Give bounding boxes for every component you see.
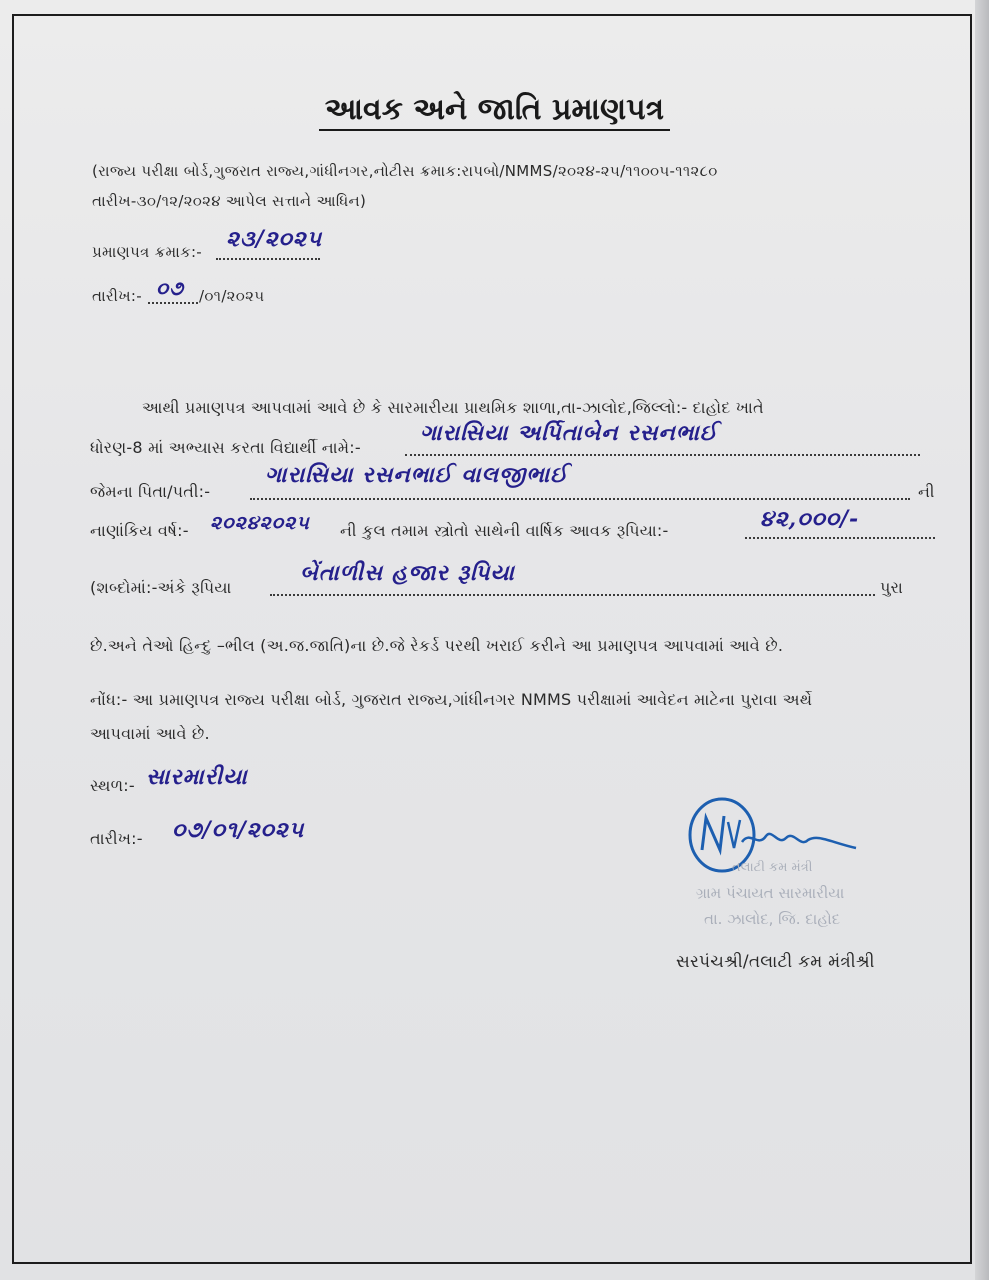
notice-line-2: તારીખ-૩૦/૧૨/૨૦૨૪ આપેલ સત્તાને આધિન) xyxy=(92,192,367,210)
document-title: આવક અને જાતિ પ્રમાણપત્ર xyxy=(0,92,989,127)
student-name: ગારાસિયા અર્પિતાબેન રસનભાઈ xyxy=(420,420,718,446)
paper-edge xyxy=(975,0,989,1280)
notice-line-1: (રાજ્ય પરીક્ષા બોર્ડ,ગુજરાત રાજ્ય,ગાંધીનગર,નોટીસ ક્રમાક:રાપબો/NMMS/૨૦૨૪-૨૫/૧૧૦૦૫-૧૧૨૮૦ xyxy=(92,162,718,180)
father-dots xyxy=(250,498,910,500)
stamp-line-2: ગ્રામ પંચાયત સારમારીયા xyxy=(696,884,845,902)
income-dots xyxy=(745,537,935,539)
student-label: ધોરણ-8 માં અભ્યાસ કરતા વિદ્યાર્થી નામે:- xyxy=(90,438,361,457)
father-label: જેમના પિતા/પતી:- xyxy=(90,482,211,501)
sign-date-value: ૦૭/૦૧/૨૦૨૫ xyxy=(172,817,305,843)
date-dots xyxy=(148,302,198,304)
words-dots xyxy=(270,594,875,596)
income-words: બેંતાળીસ હજાર રૂપિયા xyxy=(300,560,515,586)
note-line-1: નોંધ:- આ પ્રમાણપત્ર રાજ્ય પરીક્ષા બોર્ડ, ગુજરાત રાજ્ય,ગાંધીનગર NMMS પરીક્ષામાં આવેદન માટેના પુરાવા અર્થે xyxy=(90,690,813,709)
date-suffix: /૦૧/૨૦૨૫ xyxy=(199,287,265,305)
words-label: (શબ્દોમાં:-અંકે રૂપિયા xyxy=(90,578,232,597)
words-suffix: પુરા xyxy=(880,578,903,597)
financial-year: ૨૦૨૪૨૦૨૫ xyxy=(210,512,310,534)
income-value: ૪૨,૦૦૦/- xyxy=(760,506,860,532)
sign-date-label: તારીખ:- xyxy=(90,829,143,848)
note-line-2: આપવામાં આવે છે. xyxy=(90,724,210,743)
cert-no-dots xyxy=(216,258,320,260)
cert-no-label: પ્રમાણપત્ર ક્રમાક:- xyxy=(92,243,203,261)
place-value: સારમારીયા xyxy=(146,764,248,790)
date-day-value: ૦૭ xyxy=(156,276,184,300)
cert-no-value: ૨૩/૨૦૨૫ xyxy=(226,226,323,252)
signatory-title: સરપંચશ્રી/તલાટી કમ મંત્રીશ્રી xyxy=(676,952,875,972)
place-label: સ્થળ:- xyxy=(90,776,135,795)
para-line-6: છે.અને તેઓ હિન્દુ –ભીલ (અ.જ.જાતિ)ના છે.જે રેકર્ડ પરથી ખરાઈ કરીને આ પ્રમાણપત્ર આપવામાં આવે છે. xyxy=(90,636,784,655)
stamp-line-3: તા. ઝાલોદ, જિ. દાહોદ xyxy=(704,910,841,928)
year-label: નાણાંકિય વર્ષ:- xyxy=(90,521,189,540)
father-name: ગારાસિયા રસનભાઈ વાલજીભાઈ xyxy=(265,462,569,488)
para-line-1: આથી પ્રમાણપત્ર આપવામાં આવે છે કે સારમારીયા પ્રાથમિક શાળા,તા-ઝાલોદ,જિલ્લો:- દાહોદ ખાતે xyxy=(142,398,764,417)
father-suffix: ની xyxy=(918,482,935,501)
date-label: તારીખ:- xyxy=(92,287,142,305)
student-dots xyxy=(405,454,920,456)
income-label: ની કુલ તમામ સ્ત્રોતો સાથેની વાર્ષિક આવક રૂપિયા:- xyxy=(340,521,669,540)
stamp-line-1: તલાટી કમ મંત્રી xyxy=(732,860,813,875)
